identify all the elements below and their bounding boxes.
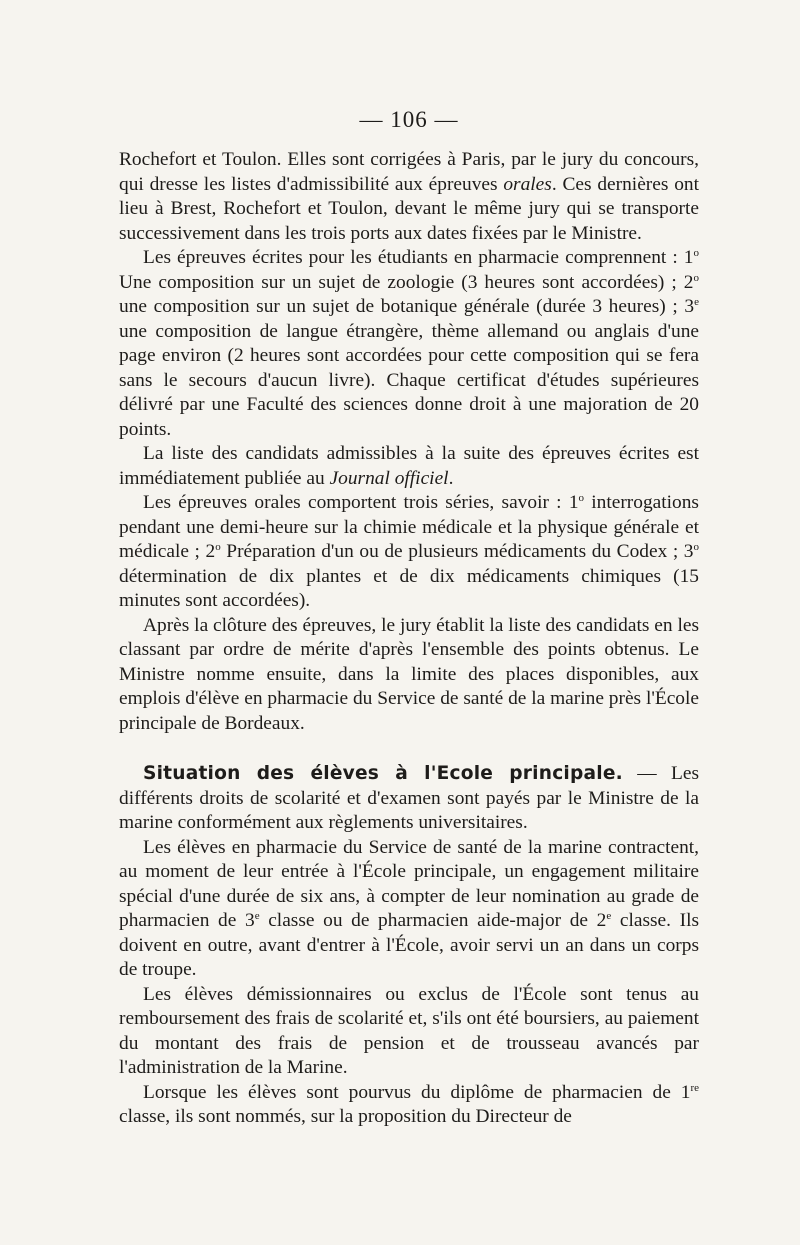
paragraph bbox=[119, 983, 699, 1081]
text-run: Rochefort et Toulon. Elles sont corrigées à Paris, par le jury du concours, qui dresse les listes d'admissibilité aux épreuves bbox=[119, 149, 699, 195]
section-paragraph bbox=[119, 762, 699, 836]
text-run: interrogations pendant une demi-heure sur la chimie médicale et la physique générale et médicale ; 2 bbox=[119, 492, 699, 562]
ordinal-superscript: e bbox=[694, 296, 699, 308]
italic-text: Journal officiel bbox=[329, 467, 449, 489]
text-run: — Les différents droits de scolarité et d'examen sont payés par le Ministre de la marine conformément aux règlements universitaires. bbox=[119, 763, 699, 833]
paragraph bbox=[119, 246, 699, 442]
text-run: Les épreuves orales comportent trois séries, savoir : 1 bbox=[143, 492, 579, 513]
text-run: Les élèves démissionnaires ou exclus de l'École sont tenus au remboursement des frais de scolarité et, s'ils ont été boursiers, au paiement du montant des frais de pension et de trousseau avancés par l'administration de la Marine. bbox=[119, 983, 699, 1078]
text-run: une composition sur un sujet de botanique générale (durée 3 heures) ; 3 bbox=[119, 296, 695, 317]
ordinal-superscript: o bbox=[215, 541, 221, 553]
paragraph bbox=[119, 491, 699, 614]
paragraph bbox=[119, 614, 699, 737]
text-run: classe ou de pharmacien aide-major de 2 bbox=[259, 910, 607, 931]
text-run: . Ces dernières ont lieu à Brest, Rochefort et Toulon, devant le même jury qui se transporte successivement dans les trois ports aux dates fixées par le Ministre. bbox=[119, 173, 699, 244]
text-run: Préparation d'un ou de plusieurs médicaments du Codex ; 3 bbox=[220, 541, 694, 562]
paragraph bbox=[119, 1081, 699, 1130]
document-body bbox=[119, 148, 699, 1130]
text-run: Après la clôture des épreuves, le jury établit la liste des candidats en les classant par ordre de mérite d'après l'ensemble des points obtenus. Le Ministre nomme ensuite, dans la limite des places disponibles, aux emplois d'élève en pharmacie du Service de santé de la marine près l'École principale de Bordeaux. bbox=[119, 614, 699, 734]
ordinal-superscript: o bbox=[693, 271, 699, 284]
italic-text: orales bbox=[503, 173, 552, 195]
text-run: Les épreuves écrites pour les étudiants en pharmacie comprennent : 1 bbox=[143, 247, 694, 268]
text-run: Lorsque les élèves sont pourvus du diplôme de pharmacien de 1 bbox=[143, 1081, 691, 1103]
text-run: Une composition sur un sujet de zoologie (3 heures sont accordées) ; 2 bbox=[119, 271, 694, 293]
ordinal-superscript: o bbox=[693, 247, 699, 259]
text-run: une composition de langue étrangère, thème allemand ou anglais d'une page environ (2 heures sont accordées pour cette composition qui se fera sans le secours d'aucun livre). Chaque certificat d'études supérieures délivré par une Faculté des sciences donne droit à une majoration de 20 points. bbox=[119, 320, 699, 440]
text-run: classe. Ils doivent en outre, avant d'entrer à l'École, avoir servi un an dans un corps de troupe. bbox=[119, 910, 700, 980]
section-heading: Situation des élèves à l'Ecole principale. bbox=[143, 763, 623, 784]
ordinal-superscript: o bbox=[693, 541, 700, 553]
document-page bbox=[119, 100, 699, 1130]
ordinal-superscript: re bbox=[690, 1081, 699, 1094]
text-run: détermination de dix plantes et de dix médicaments chimiques (15 minutes sont accordées). bbox=[119, 565, 699, 611]
paragraph bbox=[119, 148, 699, 246]
text-run: La liste des candidats admissibles à la suite des épreuves écrites est immédiatement publiée au bbox=[119, 443, 699, 489]
text-run: classe, ils sont nommés, sur la proposition du Directeur de bbox=[119, 1106, 572, 1127]
paragraph bbox=[119, 836, 699, 983]
page-number: — 106 — bbox=[359, 107, 459, 132]
ordinal-superscript: o bbox=[578, 492, 585, 504]
paragraph bbox=[119, 442, 699, 491]
text-run: . bbox=[448, 467, 454, 489]
text-run: Les élèves en pharmacie du Service de santé de la marine contractent, au moment de leur entrée à l'École principale, un engagement militaire spécial d'une durée de six ans, à compter de leur nomination au grade de pharmacien de 3 bbox=[119, 836, 699, 931]
ordinal-superscript: e bbox=[606, 910, 612, 922]
ordinal-superscript: e bbox=[254, 910, 260, 922]
